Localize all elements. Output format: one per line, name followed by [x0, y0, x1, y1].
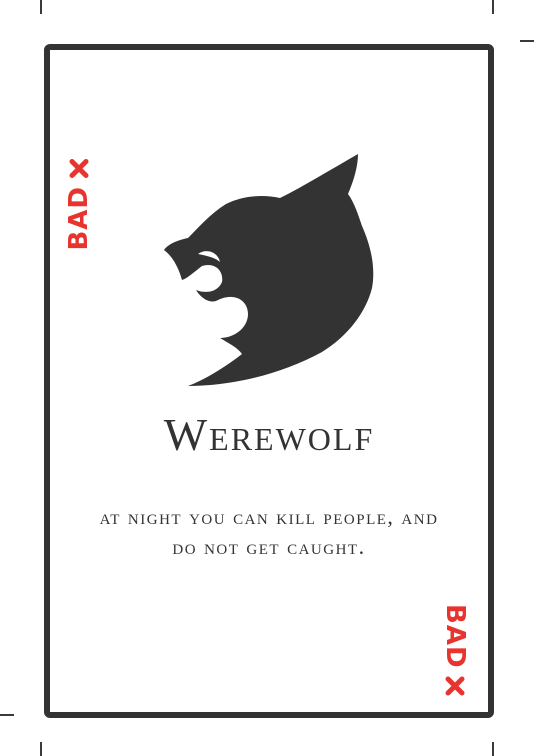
- wolf-head-icon: [162, 148, 378, 388]
- crop-mark-top-left-v: [40, 0, 42, 14]
- alignment-label: BAD: [440, 604, 470, 669]
- crop-mark-bottom-left-h: [0, 714, 14, 716]
- crop-mark-bottom-left-v: [40, 742, 42, 756]
- alignment-badge-top: [64, 158, 94, 251]
- alignment-badge-bottom: [440, 604, 470, 697]
- card-title: Werewolf: [163, 409, 375, 460]
- crop-mark-bottom-right-v: [492, 742, 494, 756]
- crop-mark-top-right-v: [492, 0, 494, 14]
- cross-icon: [444, 675, 466, 697]
- cross-icon: [68, 158, 90, 180]
- alignment-label: BAD: [64, 186, 94, 251]
- card-frame: [44, 44, 494, 718]
- crop-mark-top-right-h: [520, 40, 534, 42]
- card-description: at night you can kill people, and do not get caught.: [99, 504, 439, 559]
